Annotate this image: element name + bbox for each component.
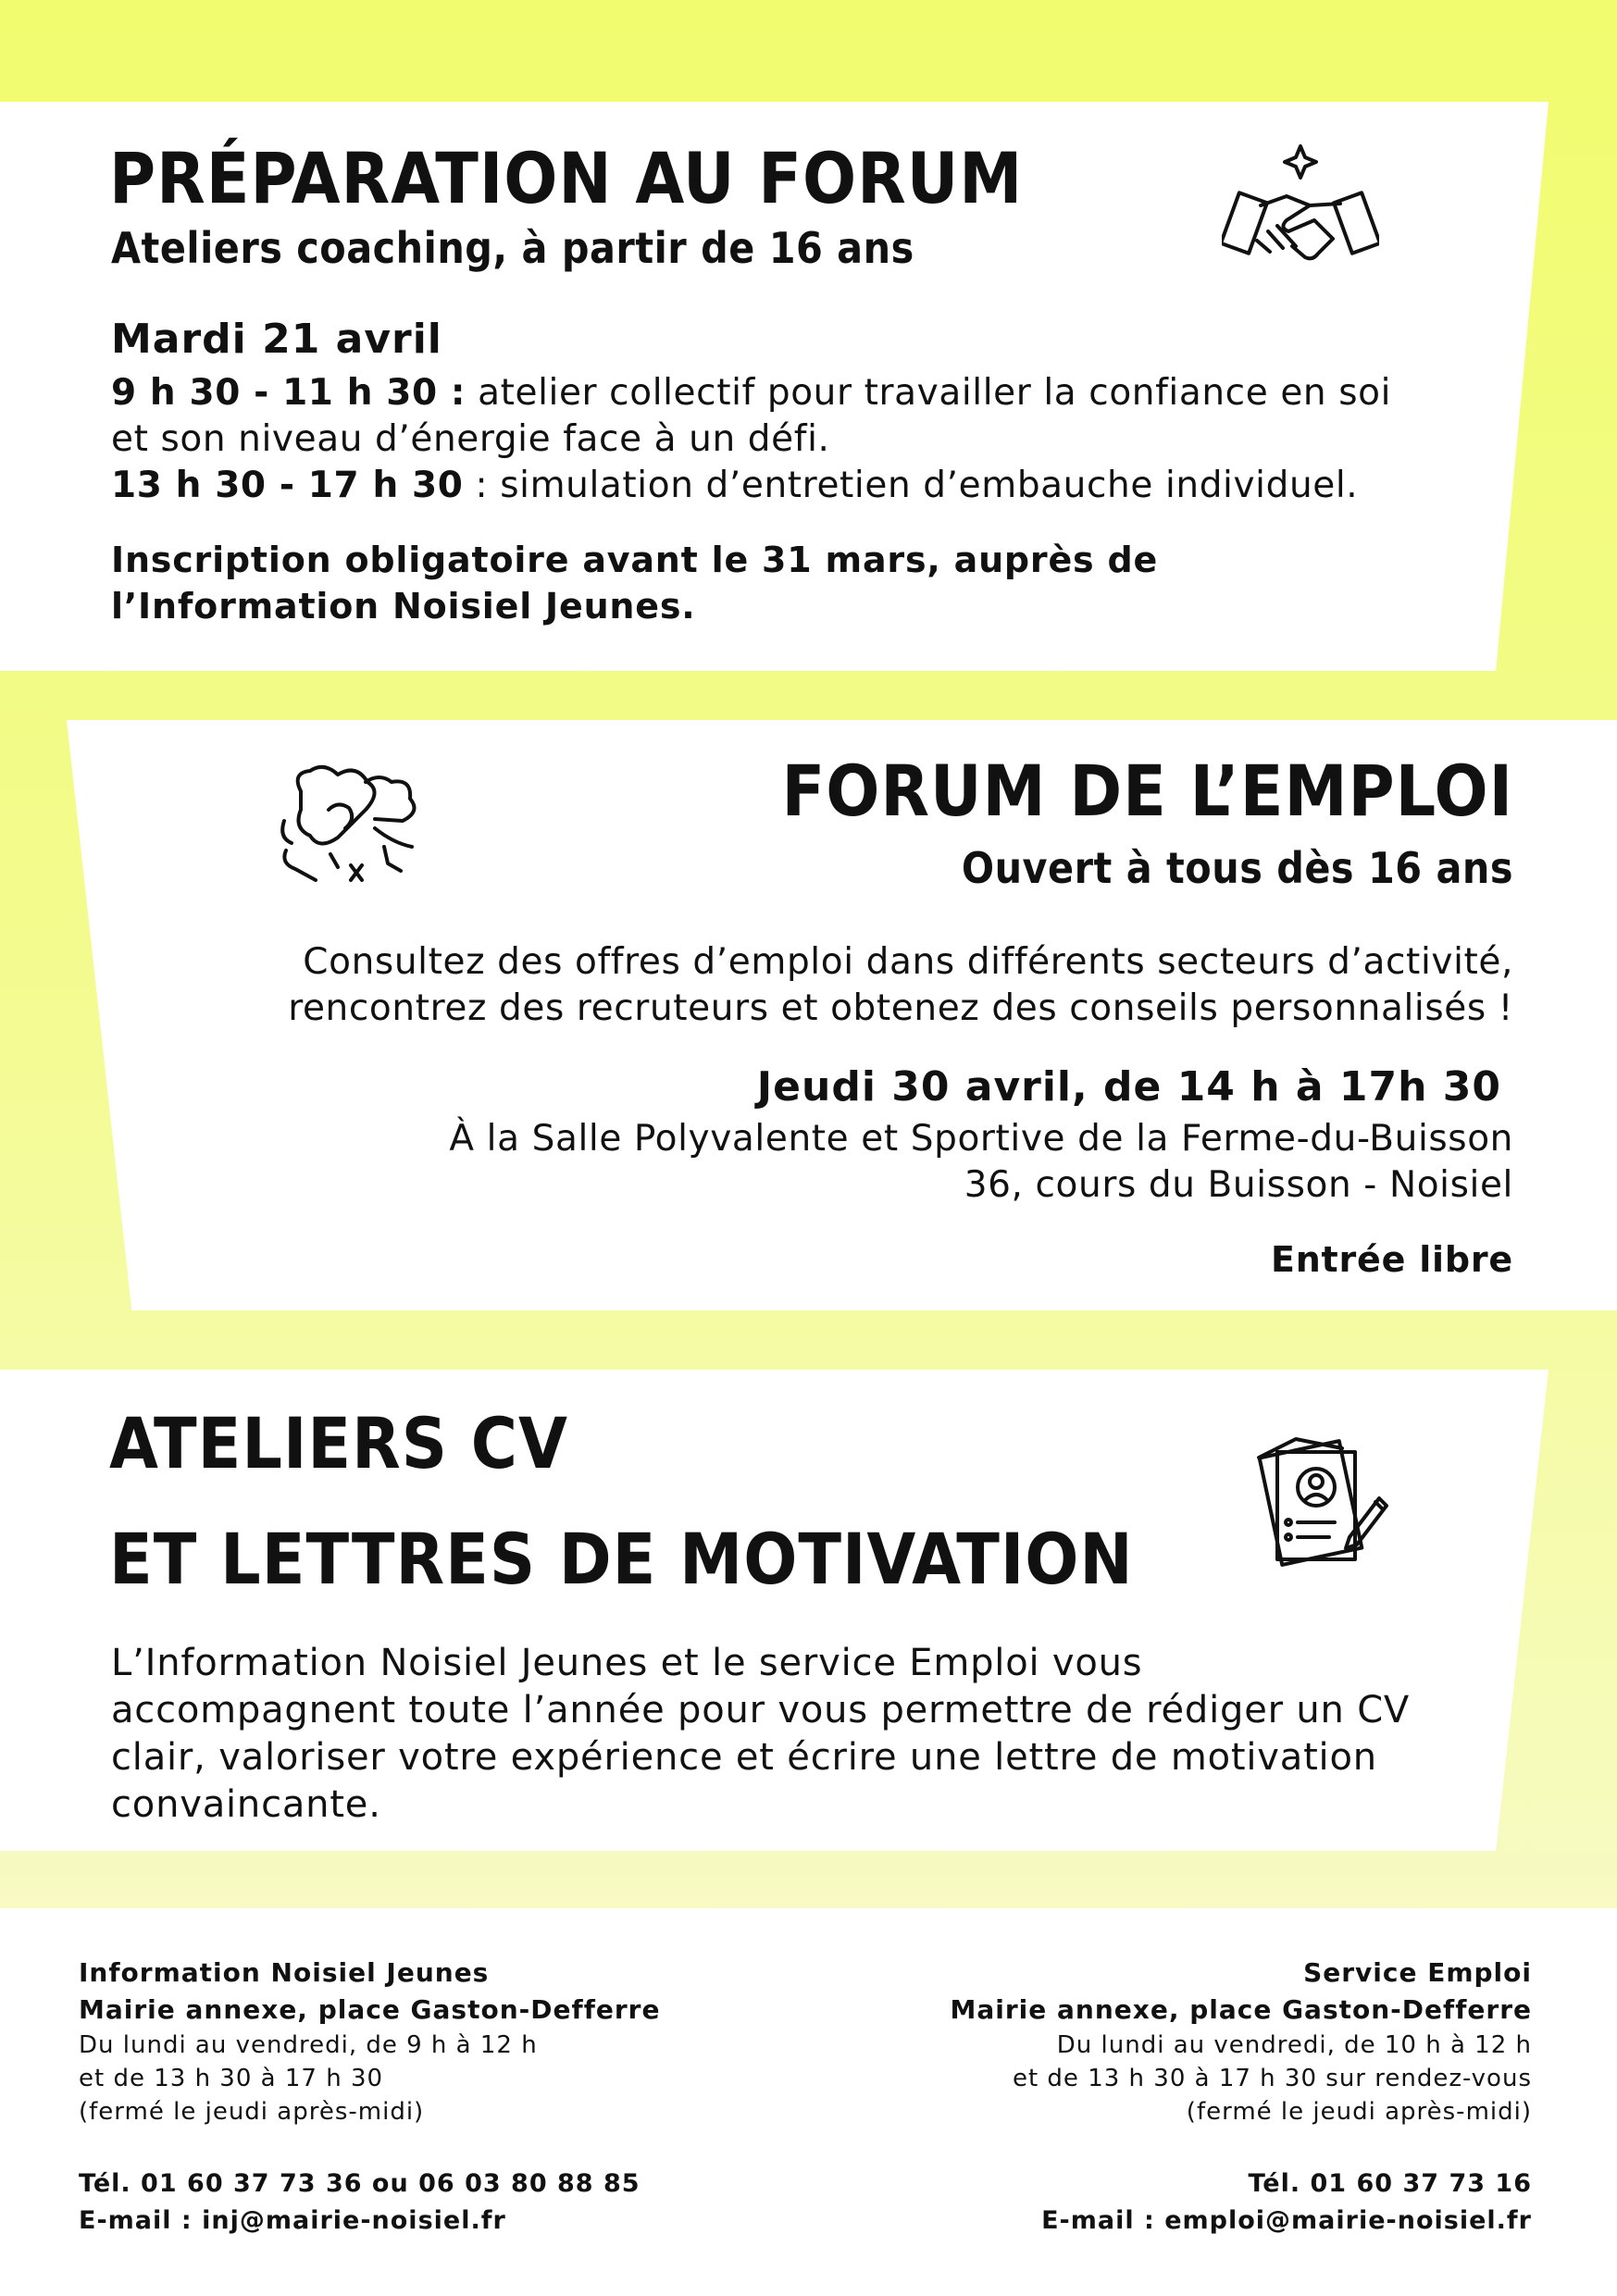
footer-right-phone[interactable]: Tél. 01 60 37 73 16 [1248, 2169, 1532, 2198]
footer-left-email[interactable]: E-mail : inj@mairie-noisiel.fr [79, 2206, 506, 2235]
forum-subtitle: Ouvert à tous dès 16 ans [961, 843, 1513, 893]
coaching-slot1-text: atelier collectif pour travailler la confiance en soi [466, 372, 1392, 414]
coaching-slot2-text: : simulation d’entretien d’embauche individuel. [463, 465, 1359, 506]
handshake-icon [1222, 139, 1379, 287]
forum-description-line2: rencontrez des recruteurs et obtenez des conseils personnalisés ! [288, 987, 1513, 1029]
footer-left-hours3: (fermé le jeudi après-midi) [79, 2098, 425, 2126]
forum-entry: Entrée libre [1270, 1239, 1513, 1280]
coaching-subtitle: Ateliers coaching, à partir de 16 ans [111, 223, 914, 273]
footer-right-name: Service Emploi [1303, 1957, 1532, 1988]
footer-right-address: Mairie annexe, place Gaston-Defferre [950, 1994, 1532, 2025]
coaching-title: PRÉPARATION AU FORUM [109, 137, 1024, 219]
footer-right-hours1: Du lundi au vendredi, de 10 h à 12 h [1056, 2031, 1532, 2059]
forum-venue-line2: 36, cours du Buisson - Noisiel [964, 1164, 1513, 1206]
footer-right-contact [951, 1955, 1532, 2240]
coaching-registration-line1: Inscription obligatoire avant le 31 mars, auprès de [111, 540, 1159, 580]
footer-left-contact [79, 1955, 660, 2240]
footer-left-phone[interactable]: Tél. 01 60 37 73 36 ou 06 03 80 88 85 [79, 2169, 641, 2198]
cv-workshop-text-line4: convaincante. [111, 1783, 381, 1826]
forum-venue-line1: À la Salle Polyvalente et Sportive de la Ferme-du-Buisson [449, 1118, 1513, 1160]
high-five-icon [273, 754, 430, 902]
footer-right-hours3: (fermé le jeudi après-midi) [1186, 2098, 1532, 2126]
coaching-slot2-time: 13 h 30 - 17 h 30 [111, 465, 464, 506]
coaching-slot1-cont: et son niveau d’énergie face à un défi. [111, 418, 830, 460]
cv-workshop-text-line2: accompagnent toute l’année pour vous permettre de rédiger un CV [111, 1689, 1411, 1731]
footer-right-hours2: et de 13 h 30 à 17 h 30 sur rendez-vous [1012, 2065, 1532, 2092]
cv-workshop-title-line2: ET LETTRES DE MOTIVATION [109, 1518, 1134, 1600]
footer-right-email[interactable]: E-mail : emploi@mairie-noisiel.fr [1041, 2206, 1532, 2235]
coaching-date: Mardi 21 avril [111, 316, 442, 363]
coaching-slot1-time: 9 h 30 - 11 h 30 : [111, 372, 466, 414]
cv-workshop-text-line1: L’Information Noisiel Jeunes et le service Emploi vous [111, 1642, 1143, 1684]
coaching-slot1 [111, 370, 1391, 416]
coaching-slot2 [111, 463, 1358, 509]
forum-description-line1: Consultez des offres d’emploi dans différents secteurs d’activité, [303, 941, 1513, 983]
cv-workshop-title-line1: ATELIERS CV [109, 1402, 568, 1484]
resume-document-icon [1240, 1421, 1388, 1569]
footer-left-hours1: Du lundi au vendredi, de 9 h à 12 h [79, 2031, 538, 2059]
cv-workshop-text-line3: clair, valoriser votre expérience et écrire une lettre de motivation [111, 1736, 1377, 1779]
coaching-registration-line2: l’Information Noisiel Jeunes. [111, 586, 696, 627]
forum-title: FORUM DE L’EMPLOI [781, 750, 1513, 832]
footer-left-hours2: et de 13 h 30 à 17 h 30 [79, 2065, 384, 2092]
footer-left-name: Information Noisiel Jeunes [79, 1957, 490, 1988]
footer-left-address: Mairie annexe, place Gaston-Defferre [79, 1994, 661, 2025]
forum-date: Jeudi 30 avril, de 14 h à 17h 30 [756, 1063, 1501, 1111]
